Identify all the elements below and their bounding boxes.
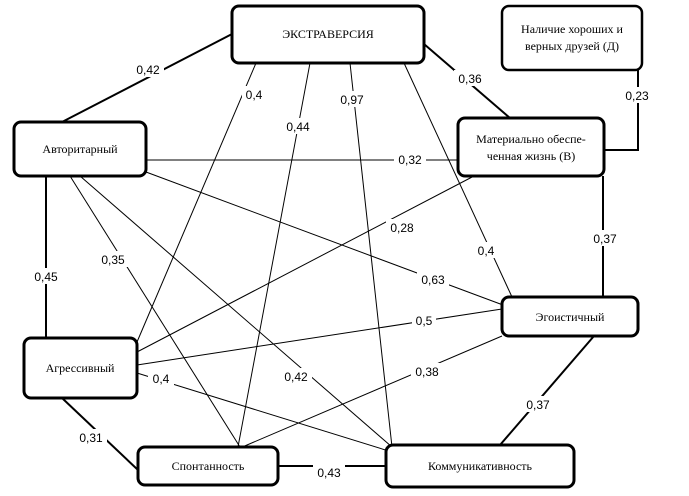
- node-extraversion: [232, 6, 424, 63]
- node-spontaneity: [138, 447, 278, 485]
- node-label-line-1: Наличие хороших и: [521, 22, 623, 36]
- node-label-line-1: Материально обеспе-: [476, 132, 586, 146]
- edge-line-egoistic-communicativeness: [500, 336, 594, 445]
- edge-label: 0,36: [458, 72, 482, 86]
- node-friends: [502, 6, 642, 70]
- edge-line-extraversion-egoistic: [404, 63, 512, 297]
- edge-line-aggressive-egoistic: [137, 309, 502, 365]
- edge-label: 0,4: [245, 88, 263, 102]
- edge-label: 0,5: [415, 314, 433, 328]
- node-label: Агрессивный: [45, 361, 115, 375]
- edge-line-extraversion-aggressive: [137, 63, 256, 342]
- edge-label: 0,42: [284, 370, 308, 384]
- node-label: ЭКСТРАВЕРСИЯ: [282, 27, 374, 41]
- edge-label: 0,43: [317, 466, 341, 480]
- edge-label: 0,45: [34, 270, 58, 284]
- edge-line-egoistic-spontaneity: [240, 336, 502, 448]
- edge-label: 0,32: [398, 153, 422, 167]
- edge-label: 0,4: [477, 244, 495, 258]
- node-authoritarian: [14, 122, 146, 176]
- nodes-layer: [14, 6, 642, 487]
- node-communicativeness: [386, 445, 574, 487]
- node-label-line-2: верных друзей (Д): [524, 39, 620, 53]
- node-label: Эгоистичный: [535, 310, 605, 324]
- edge-label: 0,37: [593, 232, 617, 246]
- edge-label: 0,37: [526, 398, 550, 412]
- node-label: Спонтанность: [171, 459, 245, 473]
- edge-line-extraversion-communicativeness: [350, 63, 392, 447]
- edge-label: 0,23: [625, 89, 649, 103]
- edge-label: 0,38: [415, 365, 439, 379]
- edge-line-friends-wealth: [603, 70, 638, 150]
- edge-label: 0,44: [286, 120, 310, 134]
- edge-label: 0,42: [136, 63, 160, 77]
- edge-label: 0,31: [79, 431, 103, 445]
- edge-line-authoritarian-egoistic: [146, 172, 503, 305]
- node-label: Авторитарный: [42, 142, 118, 156]
- edge-line-authoritarian-communicativeness: [80, 176, 392, 447]
- edge-label: 0,97: [340, 93, 364, 107]
- node-egoistic: [502, 297, 638, 336]
- edge-label: 0,4: [152, 372, 170, 386]
- edge-line-aggressive-communicativeness: [137, 373, 392, 452]
- edge-label: 0,28: [390, 221, 414, 235]
- edge-line-extraversion-authoritarian: [62, 34, 232, 122]
- edge-label: 0,35: [101, 253, 125, 267]
- node-label-line-2: ченная жизнь (В): [486, 149, 576, 163]
- edge-label: 0,63: [421, 273, 445, 287]
- node-label: Коммуникативность: [428, 459, 532, 473]
- node-aggressive: [24, 338, 137, 398]
- node-wealth: [458, 118, 604, 176]
